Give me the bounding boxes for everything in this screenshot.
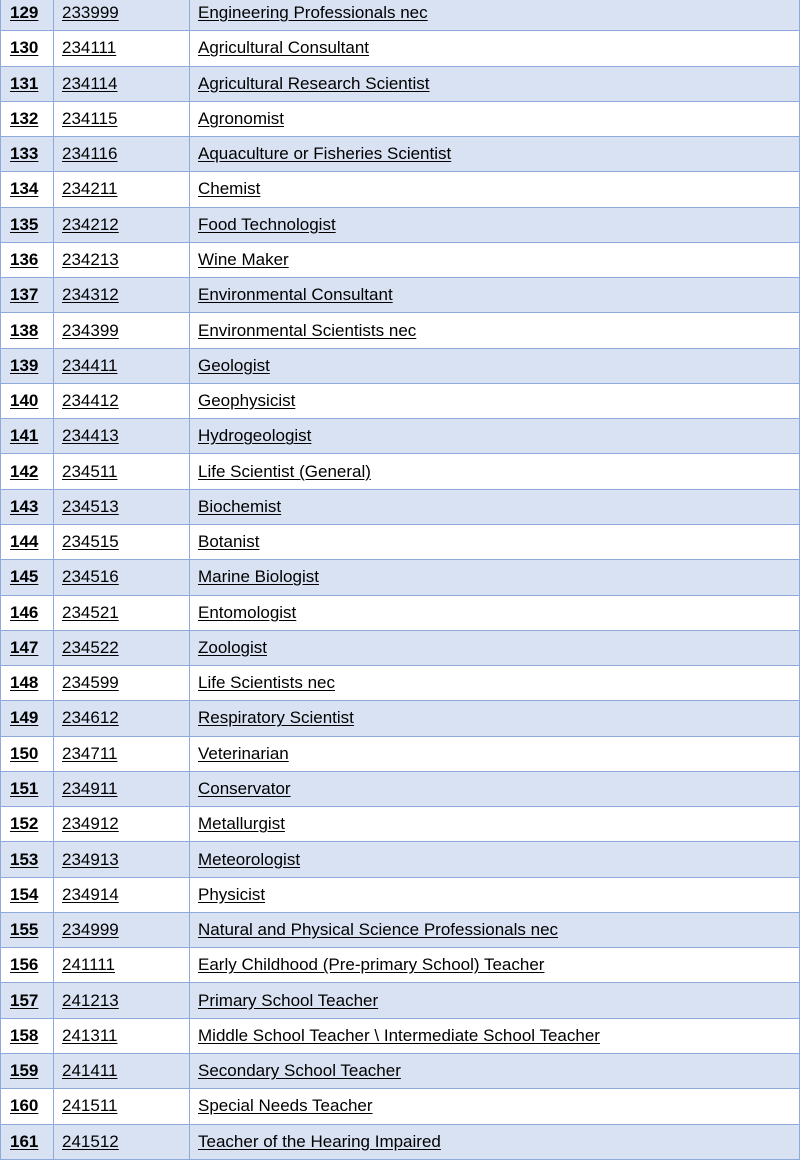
occupation-name-link[interactable]: Aquaculture or Fisheries Scientist xyxy=(190,137,800,172)
row-number-link[interactable]: 132 xyxy=(1,101,54,136)
occupation-name-link[interactable]: Food Technologist xyxy=(190,207,800,242)
row-number-link[interactable]: 146 xyxy=(1,595,54,630)
occupation-name-link[interactable]: Agricultural Research Scientist xyxy=(190,66,800,101)
occupation-name-link[interactable]: Secondary School Teacher xyxy=(190,1053,800,1088)
table-row xyxy=(1,419,800,454)
table-row xyxy=(1,771,800,806)
occupation-name-link[interactable]: Respiratory Scientist xyxy=(190,701,800,736)
row-number-link[interactable]: 159 xyxy=(1,1053,54,1088)
occupation-code-link[interactable]: 234399 xyxy=(54,313,190,348)
row-number-link[interactable]: 152 xyxy=(1,807,54,842)
table-row xyxy=(1,807,800,842)
occupation-name-link[interactable]: Life Scientists nec xyxy=(190,666,800,701)
row-number-link[interactable]: 143 xyxy=(1,489,54,524)
occupation-code-link[interactable]: 234111 xyxy=(54,31,190,66)
occupation-name-link[interactable]: Wine Maker xyxy=(190,242,800,277)
row-number-link[interactable]: 145 xyxy=(1,560,54,595)
occupation-name-link[interactable]: Marine Biologist xyxy=(190,560,800,595)
occupation-name-link[interactable]: Agronomist xyxy=(190,101,800,136)
occupation-code-link[interactable]: 234914 xyxy=(54,877,190,912)
occupation-code-link[interactable]: 234211 xyxy=(54,172,190,207)
occupation-code-link[interactable]: 234411 xyxy=(54,348,190,383)
table-row xyxy=(1,31,800,66)
table-row xyxy=(1,101,800,136)
table-row xyxy=(1,983,800,1018)
occupation-name-link[interactable]: Teacher of the Hearing Impaired xyxy=(190,1124,800,1159)
table-row xyxy=(1,454,800,489)
occupation-name-link[interactable]: Physicist xyxy=(190,877,800,912)
occupation-code-link[interactable]: 234115 xyxy=(54,101,190,136)
table-row xyxy=(1,948,800,983)
occupation-code-link[interactable]: 234114 xyxy=(54,66,190,101)
row-number-link[interactable]: 134 xyxy=(1,172,54,207)
occupation-code-link[interactable]: 234999 xyxy=(54,912,190,947)
table-row xyxy=(1,1018,800,1053)
occupation-name-link[interactable]: Middle School Teacher \ Intermediate School Teacher xyxy=(190,1018,800,1053)
row-number-link[interactable]: 130 xyxy=(1,31,54,66)
occupation-code-link[interactable]: 234413 xyxy=(54,419,190,454)
row-number-link[interactable]: 136 xyxy=(1,242,54,277)
table-row xyxy=(1,172,800,207)
table-row xyxy=(1,489,800,524)
table-row xyxy=(1,313,800,348)
row-number-link[interactable]: 155 xyxy=(1,912,54,947)
row-number-link[interactable]: 144 xyxy=(1,524,54,559)
occupation-code-link[interactable]: 241111 xyxy=(54,948,190,983)
occupation-table-body xyxy=(1,0,800,1159)
occupation-code-link[interactable]: 234412 xyxy=(54,383,190,418)
table-row xyxy=(1,877,800,912)
row-number-link[interactable]: 149 xyxy=(1,701,54,736)
occupation-name-link[interactable]: Metallurgist xyxy=(190,807,800,842)
occupation-name-link[interactable]: Entomologist xyxy=(190,595,800,630)
row-number-link[interactable]: 154 xyxy=(1,877,54,912)
row-number-link[interactable]: 140 xyxy=(1,383,54,418)
table-row xyxy=(1,701,800,736)
occupation-code-link[interactable]: 241511 xyxy=(54,1089,190,1124)
occupation-name-link[interactable]: Natural and Physical Science Professionals nec xyxy=(190,912,800,947)
occupation-name-link[interactable]: Botanist xyxy=(190,524,800,559)
occupation-code-link[interactable]: 241311 xyxy=(54,1018,190,1053)
table-row xyxy=(1,383,800,418)
occupation-name-link[interactable]: Zoologist xyxy=(190,630,800,665)
occupation-name-link[interactable]: Primary School Teacher xyxy=(190,983,800,1018)
row-number-link[interactable]: 160 xyxy=(1,1089,54,1124)
occupation-code-link[interactable]: 234213 xyxy=(54,242,190,277)
occupation-code-link[interactable]: 234911 xyxy=(54,771,190,806)
table-row xyxy=(1,242,800,277)
occupation-code-link[interactable]: 241411 xyxy=(54,1053,190,1088)
row-number-link[interactable]: 129 xyxy=(1,0,54,31)
row-number-link[interactable]: 150 xyxy=(1,736,54,771)
occupation-code-link[interactable]: 234599 xyxy=(54,666,190,701)
row-number-link[interactable]: 138 xyxy=(1,313,54,348)
occupation-code-link[interactable]: 241213 xyxy=(54,983,190,1018)
occupation-name-link[interactable]: Meteorologist xyxy=(190,842,800,877)
row-number-link[interactable]: 148 xyxy=(1,666,54,701)
table-row xyxy=(1,137,800,172)
table-row xyxy=(1,912,800,947)
occupation-code-link[interactable]: 234513 xyxy=(54,489,190,524)
row-number-link[interactable]: 142 xyxy=(1,454,54,489)
row-number-link[interactable]: 147 xyxy=(1,630,54,665)
row-number-link[interactable]: 153 xyxy=(1,842,54,877)
occupation-name-link[interactable]: Early Childhood (Pre-primary School) Teacher xyxy=(190,948,800,983)
occupation-name-link[interactable]: Special Needs Teacher xyxy=(190,1089,800,1124)
occupation-code-link[interactable]: 234912 xyxy=(54,807,190,842)
table-row xyxy=(1,66,800,101)
occupation-code-link[interactable]: 241512 xyxy=(54,1124,190,1159)
row-number-link[interactable]: 151 xyxy=(1,771,54,806)
occupation-code-link[interactable]: 234913 xyxy=(54,842,190,877)
row-number-link[interactable]: 156 xyxy=(1,948,54,983)
occupation-name-link[interactable]: Chemist xyxy=(190,172,800,207)
table-row xyxy=(1,666,800,701)
row-number-link[interactable]: 135 xyxy=(1,207,54,242)
table-row xyxy=(1,278,800,313)
occupation-code-link[interactable]: 234515 xyxy=(54,524,190,559)
occupation-name-link[interactable]: Engineering Professionals nec xyxy=(190,0,800,31)
occupation-code-link[interactable]: 234116 xyxy=(54,137,190,172)
occupation-code-link[interactable]: 234522 xyxy=(54,630,190,665)
table-row xyxy=(1,736,800,771)
occupation-name-link[interactable]: Hydrogeologist xyxy=(190,419,800,454)
row-number-link[interactable]: 139 xyxy=(1,348,54,383)
occupation-code-link[interactable]: 234612 xyxy=(54,701,190,736)
occupation-code-link[interactable]: 234521 xyxy=(54,595,190,630)
table-row xyxy=(1,348,800,383)
table-row xyxy=(1,595,800,630)
occupation-code-link[interactable]: 234511 xyxy=(54,454,190,489)
table-row xyxy=(1,1089,800,1124)
row-number-link[interactable]: 158 xyxy=(1,1018,54,1053)
occupation-name-link[interactable]: Conservator xyxy=(190,771,800,806)
table-row xyxy=(1,524,800,559)
occupation-code-link[interactable]: 234312 xyxy=(54,278,190,313)
occupation-code-link[interactable]: 234711 xyxy=(54,736,190,771)
occupation-name-link[interactable]: Environmental Scientists nec xyxy=(190,313,800,348)
table-row xyxy=(1,207,800,242)
occupation-code-link[interactable]: 234516 xyxy=(54,560,190,595)
occupation-code-link[interactable]: 233999 xyxy=(54,0,190,31)
occupation-name-link[interactable]: Veterinarian xyxy=(190,736,800,771)
table-row xyxy=(1,630,800,665)
table-row xyxy=(1,1124,800,1159)
row-number-link[interactable]: 137 xyxy=(1,278,54,313)
row-number-link[interactable]: 141 xyxy=(1,419,54,454)
row-number-link[interactable]: 157 xyxy=(1,983,54,1018)
table-row xyxy=(1,0,800,31)
occupation-name-link[interactable]: Life Scientist (General) xyxy=(190,454,800,489)
occupation-name-link[interactable]: Geophysicist xyxy=(190,383,800,418)
occupation-name-link[interactable]: Agricultural Consultant xyxy=(190,31,800,66)
row-number-link[interactable]: 161 xyxy=(1,1124,54,1159)
row-number-link[interactable]: 131 xyxy=(1,66,54,101)
table-row xyxy=(1,560,800,595)
table-row xyxy=(1,842,800,877)
occupation-name-link[interactable]: Environmental Consultant xyxy=(190,278,800,313)
row-number-link[interactable]: 133 xyxy=(1,137,54,172)
occupation-name-link[interactable]: Geologist xyxy=(190,348,800,383)
occupation-name-link[interactable]: Biochemist xyxy=(190,489,800,524)
occupation-code-link[interactable]: 234212 xyxy=(54,207,190,242)
table-row xyxy=(1,1053,800,1088)
